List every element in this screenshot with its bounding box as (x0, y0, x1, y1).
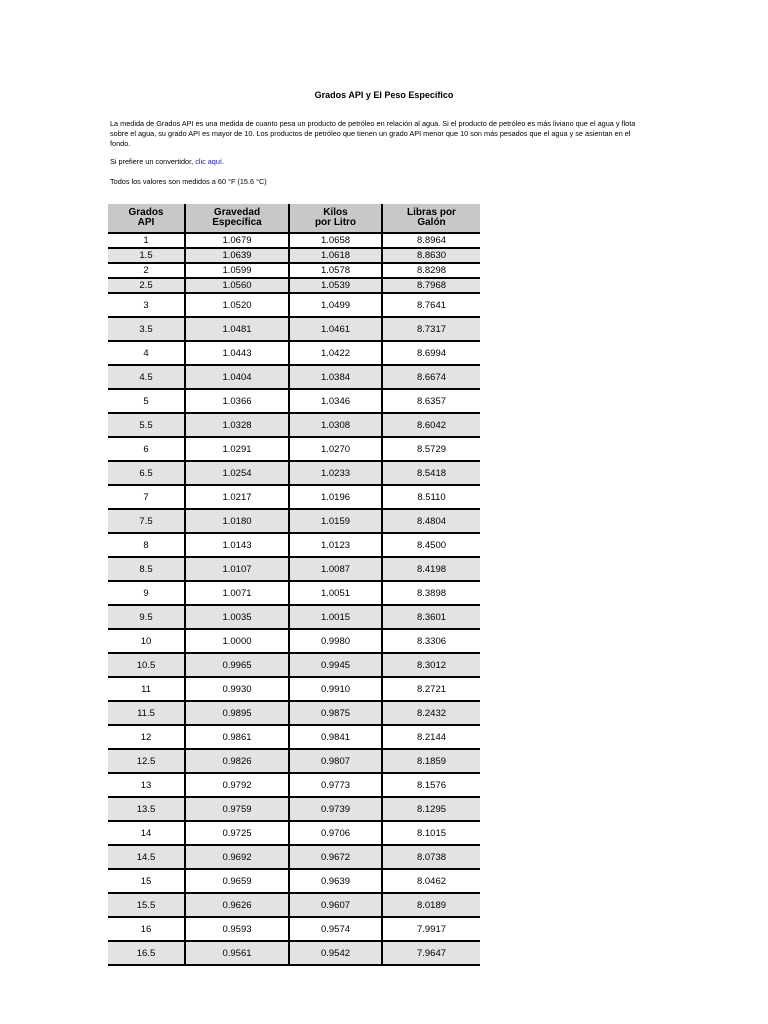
table-cell: 1.0422 (289, 341, 382, 365)
table-cell: 1.0254 (185, 461, 289, 485)
table-cell: 12 (108, 725, 185, 749)
table-cell: 0.9626 (185, 893, 289, 917)
table-cell: 3 (108, 293, 185, 317)
converter-prefix: Si prefiere un convertidor, (110, 157, 196, 166)
table-cell: 0.9607 (289, 893, 382, 917)
table-cell: 8.3898 (382, 581, 480, 605)
table-cell: 8 (108, 533, 185, 557)
table-cell: 0.9692 (185, 845, 289, 869)
table-cell: 1.5 (108, 248, 185, 263)
table-cell: 4.5 (108, 365, 185, 389)
table-cell: 8.3306 (382, 629, 480, 653)
table-cell: 0.9792 (185, 773, 289, 797)
table-row (108, 653, 480, 677)
table-cell: 0.9593 (185, 917, 289, 941)
table-cell: 1.0196 (289, 485, 382, 509)
table-row (108, 917, 480, 941)
table-row (108, 341, 480, 365)
table-cell: 8.1859 (382, 749, 480, 773)
table-cell: 1.0443 (185, 341, 289, 365)
table-cell: 0.9841 (289, 725, 382, 749)
table-row (108, 845, 480, 869)
table-cell: 0.9659 (185, 869, 289, 893)
intro-paragraph: La medida de Grados API es una medida de cuanto pesa un producto de petróleo en relación al agua. Si el producto de petróleo es más liviano que el agua y flota sobre el agua, su grado API es mayor de 10. Los productos de petróleo que tienen un grado API menor que 10 son más pesados que el agua y se asientan en el fondo. (110, 119, 636, 148)
header-grados-api: Grados API (108, 204, 185, 233)
table-cell: 1.0539 (289, 278, 382, 293)
table-cell: 4 (108, 341, 185, 365)
table-cell: 16.5 (108, 941, 185, 965)
api-gravity-table (108, 204, 480, 966)
table-cell: 8.4500 (382, 533, 480, 557)
table-cell: 1.0679 (185, 233, 289, 248)
table-cell: 1.0308 (289, 413, 382, 437)
table-row (108, 248, 480, 263)
table-cell: 1.0346 (289, 389, 382, 413)
table-cell: 0.9861 (185, 725, 289, 749)
table-row (108, 821, 480, 845)
table-cell: 8.1576 (382, 773, 480, 797)
table-cell: 8.7641 (382, 293, 480, 317)
table-cell: 8.4804 (382, 509, 480, 533)
page-title: Grados API y El Peso Específico (314, 90, 454, 100)
table-cell: 0.9725 (185, 821, 289, 845)
table-cell: 8.6357 (382, 389, 480, 413)
table-cell: 1.0107 (185, 557, 289, 581)
table-cell: 11.5 (108, 701, 185, 725)
table-row (108, 701, 480, 725)
table-cell: 1.0499 (289, 293, 382, 317)
table-row (108, 263, 480, 278)
table-cell: 1.0159 (289, 509, 382, 533)
table-cell: 5 (108, 389, 185, 413)
table-cell: 11 (108, 677, 185, 701)
table-body (108, 233, 480, 965)
table-cell: 1.0404 (185, 365, 289, 389)
table-cell: 8.8298 (382, 263, 480, 278)
table-cell: 0.9807 (289, 749, 382, 773)
table-row (108, 773, 480, 797)
table-cell: 15.5 (108, 893, 185, 917)
table-cell: 0.9826 (185, 749, 289, 773)
table-cell: 1.0071 (185, 581, 289, 605)
table-row (108, 485, 480, 509)
table-cell: 8.2144 (382, 725, 480, 749)
table-cell: 8.8630 (382, 248, 480, 263)
temperature-note: Todos los valores son medidos a 60 °F (15.6 °C) (110, 177, 267, 186)
table-cell: 8.5729 (382, 437, 480, 461)
table-cell: 1.0123 (289, 533, 382, 557)
table-row (108, 509, 480, 533)
table-cell: 0.9980 (289, 629, 382, 653)
table-cell: 0.9930 (185, 677, 289, 701)
table-cell: 1.0035 (185, 605, 289, 629)
table-row (108, 605, 480, 629)
table-cell: 2.5 (108, 278, 185, 293)
table-cell: 1.0560 (185, 278, 289, 293)
table-cell: 0.9965 (185, 653, 289, 677)
table-row (108, 293, 480, 317)
table-cell: 10.5 (108, 653, 185, 677)
table-cell: 8.0189 (382, 893, 480, 917)
table-cell: 8.0462 (382, 869, 480, 893)
table-cell: 0.9574 (289, 917, 382, 941)
table-cell: 0.9706 (289, 821, 382, 845)
table-cell: 8.5418 (382, 461, 480, 485)
table-row (108, 941, 480, 965)
table-cell: 2 (108, 263, 185, 278)
header-gravedad-especifica: Gravedad Específica (185, 204, 289, 233)
table-cell: 1.0599 (185, 263, 289, 278)
table-row (108, 677, 480, 701)
table-row (108, 749, 480, 773)
table-cell: 8.6994 (382, 341, 480, 365)
table-cell: 1.0520 (185, 293, 289, 317)
table-cell: 1.0291 (185, 437, 289, 461)
table-cell: 10 (108, 629, 185, 653)
table-cell: 0.9739 (289, 797, 382, 821)
table-cell: 3.5 (108, 317, 185, 341)
table-cell: 8.7317 (382, 317, 480, 341)
table-cell: 8.1015 (382, 821, 480, 845)
table-cell: 14 (108, 821, 185, 845)
table-cell: 8.2432 (382, 701, 480, 725)
table-cell: 12.5 (108, 749, 185, 773)
table-cell: 0.9759 (185, 797, 289, 821)
table-row (108, 557, 480, 581)
table-cell: 7.9917 (382, 917, 480, 941)
table-cell: 8.3601 (382, 605, 480, 629)
table-cell: 1.0461 (289, 317, 382, 341)
converter-suffix: . (221, 157, 224, 166)
table-cell: 6 (108, 437, 185, 461)
table-cell: 8.5 (108, 557, 185, 581)
table-cell: 1.0618 (289, 248, 382, 263)
table-cell: 1.0233 (289, 461, 382, 485)
table-cell: 8.4198 (382, 557, 480, 581)
table-row (108, 413, 480, 437)
table-row (108, 581, 480, 605)
table-cell: 9 (108, 581, 185, 605)
table-cell: 0.9672 (289, 845, 382, 869)
table-cell: 13.5 (108, 797, 185, 821)
table-row (108, 725, 480, 749)
converter-link[interactable]: clic aquí (195, 157, 222, 166)
table-cell: 8.0738 (382, 845, 480, 869)
table-row (108, 389, 480, 413)
header-libras-por-galon: Libras por Galón (382, 204, 480, 233)
table-row (108, 278, 480, 293)
table-row (108, 365, 480, 389)
table-cell: 0.9773 (289, 773, 382, 797)
table-cell: 8.7968 (382, 278, 480, 293)
table-cell: 9.5 (108, 605, 185, 629)
table-row (108, 317, 480, 341)
table-cell: 1.0051 (289, 581, 382, 605)
header-kilos-por-litro: Kilos por Litro (289, 204, 382, 233)
converter-line (110, 157, 224, 166)
table-cell: 1.0658 (289, 233, 382, 248)
table-cell: 6.5 (108, 461, 185, 485)
table-cell: 1.0180 (185, 509, 289, 533)
table-cell: 15 (108, 869, 185, 893)
table-cell: 1.0384 (289, 365, 382, 389)
table-cell: 0.9875 (289, 701, 382, 725)
table-cell: 8.5110 (382, 485, 480, 509)
table-cell: 0.9945 (289, 653, 382, 677)
table-row (108, 629, 480, 653)
table-cell: 0.9542 (289, 941, 382, 965)
table-row (108, 893, 480, 917)
table-cell: 8.6674 (382, 365, 480, 389)
table-cell: 7.5 (108, 509, 185, 533)
table-cell: 1.0000 (185, 629, 289, 653)
table-row (108, 233, 480, 248)
table-cell: 16 (108, 917, 185, 941)
table-cell: 1.0366 (185, 389, 289, 413)
table-cell: 1.0270 (289, 437, 382, 461)
table-cell: 1.0481 (185, 317, 289, 341)
table-cell: 1.0328 (185, 413, 289, 437)
table-cell: 1.0143 (185, 533, 289, 557)
table-cell: 8.1295 (382, 797, 480, 821)
table-cell: 8.8964 (382, 233, 480, 248)
table-cell: 13 (108, 773, 185, 797)
table-cell: 1.0087 (289, 557, 382, 581)
table-cell: 8.6042 (382, 413, 480, 437)
table-row (108, 869, 480, 893)
table-cell: 1.0217 (185, 485, 289, 509)
table-cell: 8.3012 (382, 653, 480, 677)
table-header-row (108, 204, 480, 233)
table-cell: 0.9895 (185, 701, 289, 725)
table-cell: 0.9561 (185, 941, 289, 965)
table-cell: 0.9910 (289, 677, 382, 701)
table-cell: 14.5 (108, 845, 185, 869)
table-cell: 7.9647 (382, 941, 480, 965)
table-row (108, 797, 480, 821)
table-cell: 5.5 (108, 413, 185, 437)
table-cell: 1.0578 (289, 263, 382, 278)
table-row (108, 437, 480, 461)
table-cell: 1.0639 (185, 248, 289, 263)
table-cell: 1.0015 (289, 605, 382, 629)
table-row (108, 461, 480, 485)
table-cell: 7 (108, 485, 185, 509)
table-row (108, 533, 480, 557)
table-cell: 1 (108, 233, 185, 248)
table-cell: 8.2721 (382, 677, 480, 701)
table-cell: 0.9639 (289, 869, 382, 893)
